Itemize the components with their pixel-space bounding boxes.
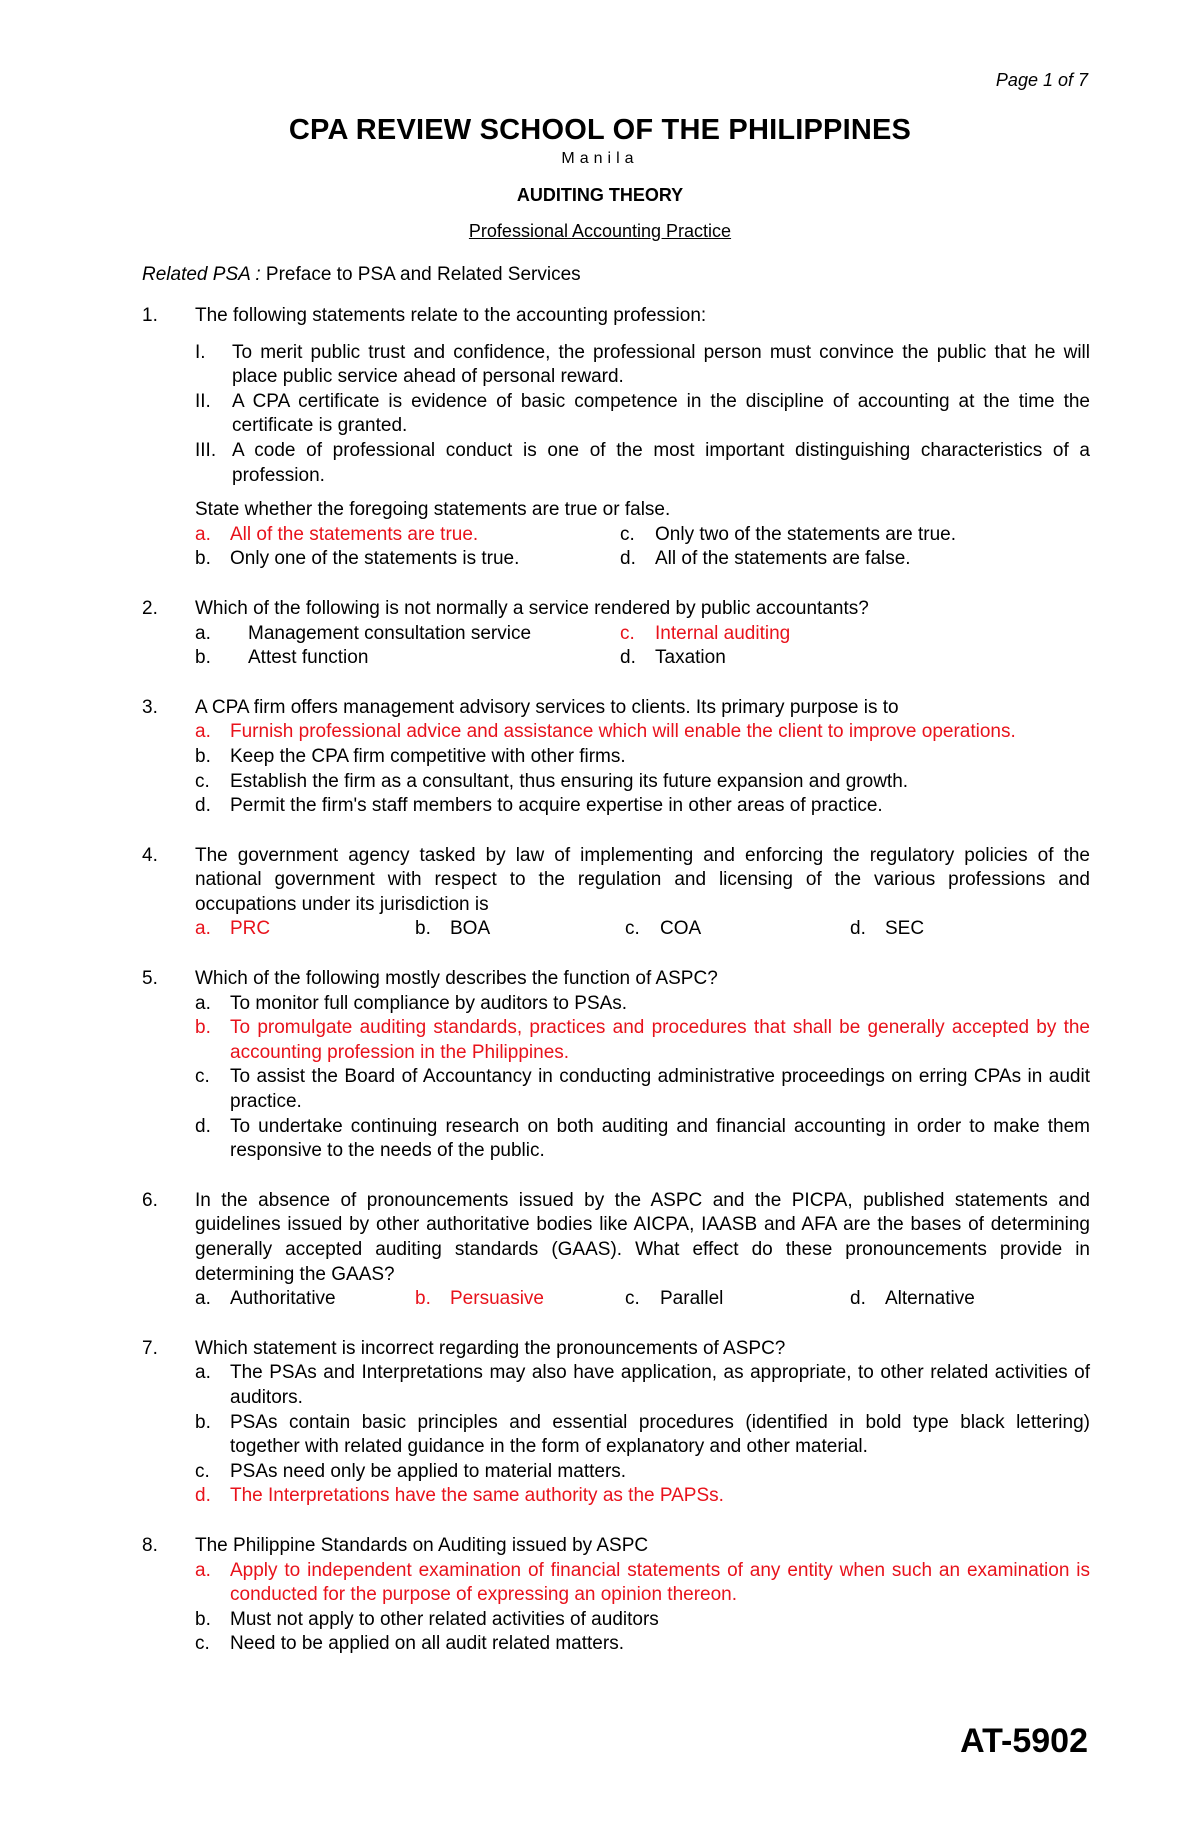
option-letter: d.	[620, 647, 636, 669]
question-stem: Which statement is incorrect regarding the pronouncements of ASPC?	[195, 1337, 786, 1359]
option-letter: c.	[195, 1633, 210, 1655]
options-row	[195, 1287, 1090, 1312]
option-text: Apply to independent examination of financial statements of any entity when such an examination is conducted for the purpose of expressing an opinion thereon.	[230, 1559, 1090, 1606]
option-text: To assist the Board of Accountancy in conducting administrative proceedings on erring CPAs in audit practice.	[230, 1066, 1090, 1113]
option-text: Alternative	[885, 1288, 975, 1310]
options-grid	[195, 622, 1090, 671]
option-letter: b.	[195, 1017, 211, 1039]
option-letter: d.	[195, 1485, 211, 1507]
option-text: SEC	[885, 918, 925, 940]
question-5	[142, 967, 1090, 1164]
option-a	[195, 622, 620, 647]
option-letter: c.	[620, 523, 635, 545]
question-number: 3.	[142, 696, 158, 718]
option-letter: b.	[195, 548, 211, 570]
option-letter: a.	[195, 721, 211, 743]
option-text: The PSAs and Interpretations may also have application, as appropriate, to other related activities of auditors.	[230, 1362, 1090, 1408]
option-d	[195, 794, 1090, 819]
option-d	[195, 1484, 1090, 1509]
question-number: 6.	[142, 1189, 158, 1211]
option-letter: c.	[195, 770, 210, 792]
option-c	[195, 1065, 1090, 1114]
options-list	[195, 720, 1090, 818]
statement-text: A code of professional conduct is one of the most important distinguishing characteristics of a profession.	[232, 439, 1090, 486]
question-number: 8.	[142, 1534, 158, 1556]
option-letter: b.	[195, 1608, 211, 1630]
option-b	[195, 646, 620, 671]
statement-number: II.	[195, 390, 211, 412]
option-c	[620, 523, 1090, 548]
subject-title: AUDITING THEORY	[516, 185, 684, 205]
option-text: Attest function	[248, 647, 369, 669]
options-row	[195, 917, 1090, 942]
statement-text: A CPA certificate is evidence of basic competence in the discipline of accounting at the time the certificate is granted.	[232, 390, 1090, 437]
option-a	[195, 992, 1090, 1017]
option-text: Management consultation service	[248, 622, 532, 644]
question-3	[142, 696, 1090, 819]
option-letter: b.	[195, 745, 211, 767]
option-text: Furnish professional advice and assistance which will enable the client to improve operations.	[230, 721, 1016, 743]
option-a	[195, 720, 1090, 745]
option-b	[195, 1608, 1090, 1633]
option-letter: b.	[195, 1411, 211, 1433]
question-prompt: State whether the foregoing statements are true or false.	[195, 499, 671, 521]
option-letter: c.	[625, 1288, 640, 1310]
option-d	[620, 547, 1090, 572]
option-letter: c.	[195, 1066, 210, 1088]
options-grid	[195, 523, 1090, 572]
option-b	[195, 547, 620, 572]
option-letter: c.	[625, 918, 640, 940]
option-letter: d.	[195, 795, 211, 817]
question-2	[142, 597, 1090, 671]
option-text: To promulgate auditing standards, practices and procedures that shall be generally accepted by the accounting profession in the Philippines.	[230, 1017, 1090, 1063]
options-list	[195, 1559, 1090, 1657]
school-title: CPA REVIEW SCHOOL OF THE PHILIPPINES	[288, 114, 912, 146]
option-text: Must not apply to other related activities of auditors	[230, 1608, 659, 1630]
option-b	[415, 917, 625, 942]
option-text: Internal auditing	[655, 622, 791, 644]
option-text: Only one of the statements is true.	[230, 548, 520, 570]
option-d	[850, 917, 1090, 942]
option-letter: d.	[850, 1288, 866, 1310]
page-number: Page 1 of 7	[995, 70, 1088, 90]
option-text: PRC	[230, 918, 271, 940]
option-b	[195, 1016, 1090, 1065]
option-text: Permit the firm's staff members to acquire expertise in other areas of practice.	[230, 795, 883, 817]
option-a	[195, 917, 415, 942]
option-c	[620, 622, 1090, 647]
option-letter: a.	[195, 523, 211, 545]
option-a	[195, 523, 620, 548]
option-letter: c.	[620, 622, 635, 644]
statement-text: To merit public trust and confidence, the professional person must convince the public that he will place public service ahead of personal reward.	[232, 341, 1090, 388]
question-stem: Which of the following mostly describes the function of ASPC?	[195, 968, 718, 990]
option-letter: b.	[195, 647, 211, 669]
option-d	[850, 1287, 1090, 1312]
question-1	[142, 304, 1090, 572]
option-a	[195, 1559, 1090, 1608]
option-c	[625, 917, 850, 942]
question-6	[142, 1189, 1090, 1312]
related-psa-value: Preface to PSA and Related Services	[260, 264, 581, 285]
option-text: PSAs contain basic principles and essential procedures (identified in bold type black lettering) together with related guidance in the form of explanatory and other material.	[230, 1411, 1090, 1458]
question-number: 5.	[142, 968, 158, 990]
option-d	[195, 1115, 1090, 1164]
option-letter: a.	[195, 1559, 211, 1581]
statement-number: III.	[195, 439, 217, 461]
option-letter: d.	[195, 1115, 211, 1137]
option-text: Parallel	[660, 1288, 724, 1310]
option-c	[195, 1460, 1090, 1485]
statement-number: I.	[195, 341, 206, 363]
option-letter: d.	[850, 918, 866, 940]
option-letter: b.	[415, 918, 431, 940]
option-letter: b.	[415, 1288, 431, 1310]
question-stem: The Philippine Standards on Auditing issued by ASPC	[195, 1534, 649, 1556]
option-letter: a.	[195, 918, 211, 940]
option-c	[195, 770, 1090, 795]
option-letter: d.	[620, 548, 636, 570]
statement	[195, 439, 1090, 488]
options-list	[195, 1361, 1090, 1509]
option-letter: a.	[195, 1362, 211, 1384]
option-letter: a.	[195, 622, 211, 644]
option-d	[620, 646, 1090, 671]
question-stem: Which of the following is not normally a service rendered by public accountants?	[195, 597, 869, 619]
option-c	[625, 1287, 850, 1312]
option-text: COA	[660, 918, 702, 940]
option-letter: c.	[195, 1460, 210, 1482]
option-text: Establish the firm as a consultant, thus ensuring its future expansion and growth.	[230, 770, 909, 792]
question-number: 7.	[142, 1337, 158, 1359]
option-text: Persuasive	[450, 1288, 544, 1310]
option-text: BOA	[450, 918, 491, 940]
option-text: Only two of the statements are true.	[655, 523, 956, 545]
option-text: PSAs need only be applied to material matters.	[230, 1460, 627, 1482]
option-a	[195, 1287, 415, 1312]
school-city: Manila	[561, 150, 639, 167]
option-text: Taxation	[655, 647, 726, 669]
question-stem: The following statements relate to the accounting profession:	[195, 305, 707, 326]
option-b	[195, 1411, 1090, 1460]
option-text: The Interpretations have the same authority as the PAPSs.	[230, 1485, 724, 1507]
option-c	[195, 1632, 1090, 1657]
question-stem: A CPA firm offers management advisory services to clients. Its primary purpose is to	[195, 696, 899, 718]
option-text: Authoritative	[230, 1288, 336, 1310]
option-text: Keep the CPA firm competitive with other firms.	[230, 745, 626, 767]
question-stem: The government agency tasked by law of implementing and enforcing the regulatory policies of the national government with respect to the regulation and licensing of the various professions and occupations under its jurisdiction is	[195, 844, 1090, 915]
question-4	[142, 844, 1090, 942]
statement	[195, 390, 1090, 439]
related-psa	[142, 264, 581, 286]
option-a	[195, 1361, 1090, 1410]
options-list	[195, 992, 1090, 1164]
topic-title: Professional Accounting Practice	[468, 221, 732, 241]
option-text: Need to be applied on all audit related matters.	[230, 1633, 624, 1655]
option-text: To monitor full compliance by auditors to PSAs.	[230, 992, 628, 1014]
question-number: 4.	[142, 844, 158, 866]
statement-list	[195, 341, 1090, 489]
option-text: All of the statements are false.	[655, 548, 911, 570]
document-code: AT-5902	[960, 1722, 1088, 1760]
question-number: 1.	[142, 305, 158, 326]
related-psa-label: Related PSA :	[142, 264, 261, 285]
option-b	[415, 1287, 625, 1312]
option-b	[195, 745, 1090, 770]
question-8	[142, 1534, 1090, 1657]
option-text: To undertake continuing research on both auditing and financial accounting in order to make them responsive to the needs of the public.	[230, 1115, 1090, 1162]
statement	[195, 341, 1090, 390]
option-letter: a.	[195, 992, 211, 1014]
option-text: All of the statements are true.	[230, 523, 479, 545]
questions-list	[142, 304, 1090, 1682]
option-letter: a.	[195, 1288, 211, 1310]
question-number: 2.	[142, 597, 158, 619]
question-stem: In the absence of pronouncements issued by the ASPC and the PICPA, published statements and guidelines issued by other authoritative bodies like AICPA, IAASB and AFA are the bases of determining generally accepted auditing standards (GAAS). What effect do these pronouncements provide in determining the GAAS?	[195, 1189, 1090, 1285]
question-7	[142, 1337, 1090, 1509]
